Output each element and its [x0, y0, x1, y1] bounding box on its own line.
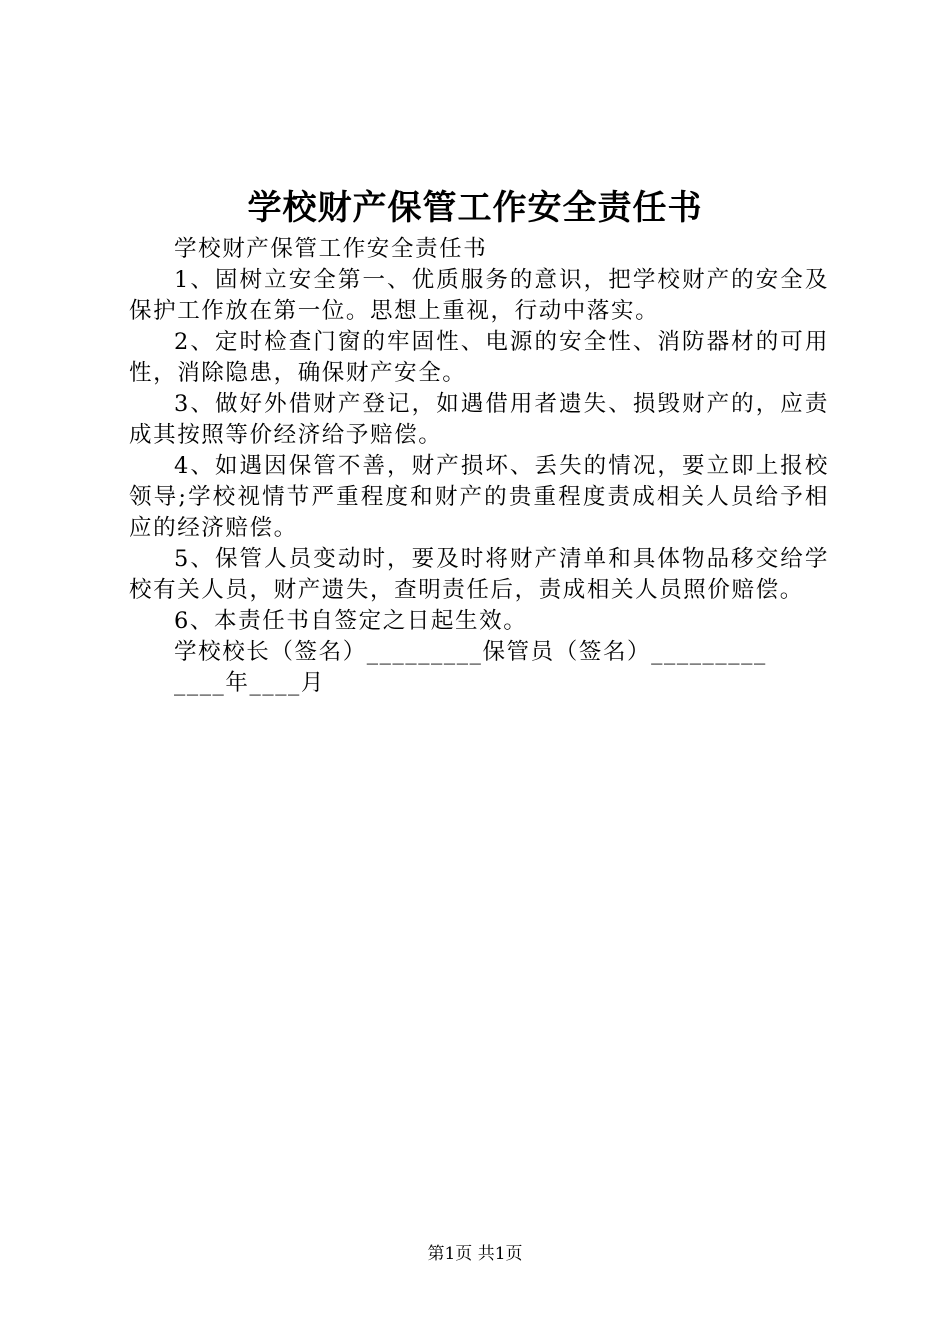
page-footer: 第1页 共1页	[427, 1244, 523, 1264]
document-title: 学校财产保管工作安全责任书	[247, 188, 703, 228]
signature-line: 学校校长（签名）_________保管员（签名）_________	[174, 639, 767, 665]
paragraph-item-3: 3、做好外借财产登记，如遇借用者遗失、损毁财产的，应责成其按照等价经济给予赔偿。	[129, 391, 829, 448]
paragraph-item-5: 5、保管人员变动时，要及时将财产清单和具体物品移交给学校有关人员，财产遗失，查明责任后，责成相关人员照价赔偿。	[129, 546, 829, 603]
paragraph-item-2: 2、定时检查门窗的牢固性、电源的安全性、消防器材的可用性，消除隐患，确保财产安全。	[129, 329, 829, 386]
date-line: ____年____月	[174, 670, 325, 696]
paragraph-item-6: 6、本责任书自签定之日起生效。	[174, 608, 528, 634]
paragraph-item-4: 4、如遇因保管不善，财产损坏、丢失的情况，要立即上报校领导;学校视情节严重程度和财产的贵重程度责成相关人员给予相应的经济赔偿。	[129, 453, 829, 541]
document-body	[129, 234, 829, 699]
paragraph-heading: 学校财产保管工作安全责任书	[174, 236, 488, 262]
paragraph-item-1: 1、固树立安全第一、优质服务的意识，把学校财产的安全及保护工作放在第一位。思想上重视，行动中落实。	[129, 267, 829, 324]
